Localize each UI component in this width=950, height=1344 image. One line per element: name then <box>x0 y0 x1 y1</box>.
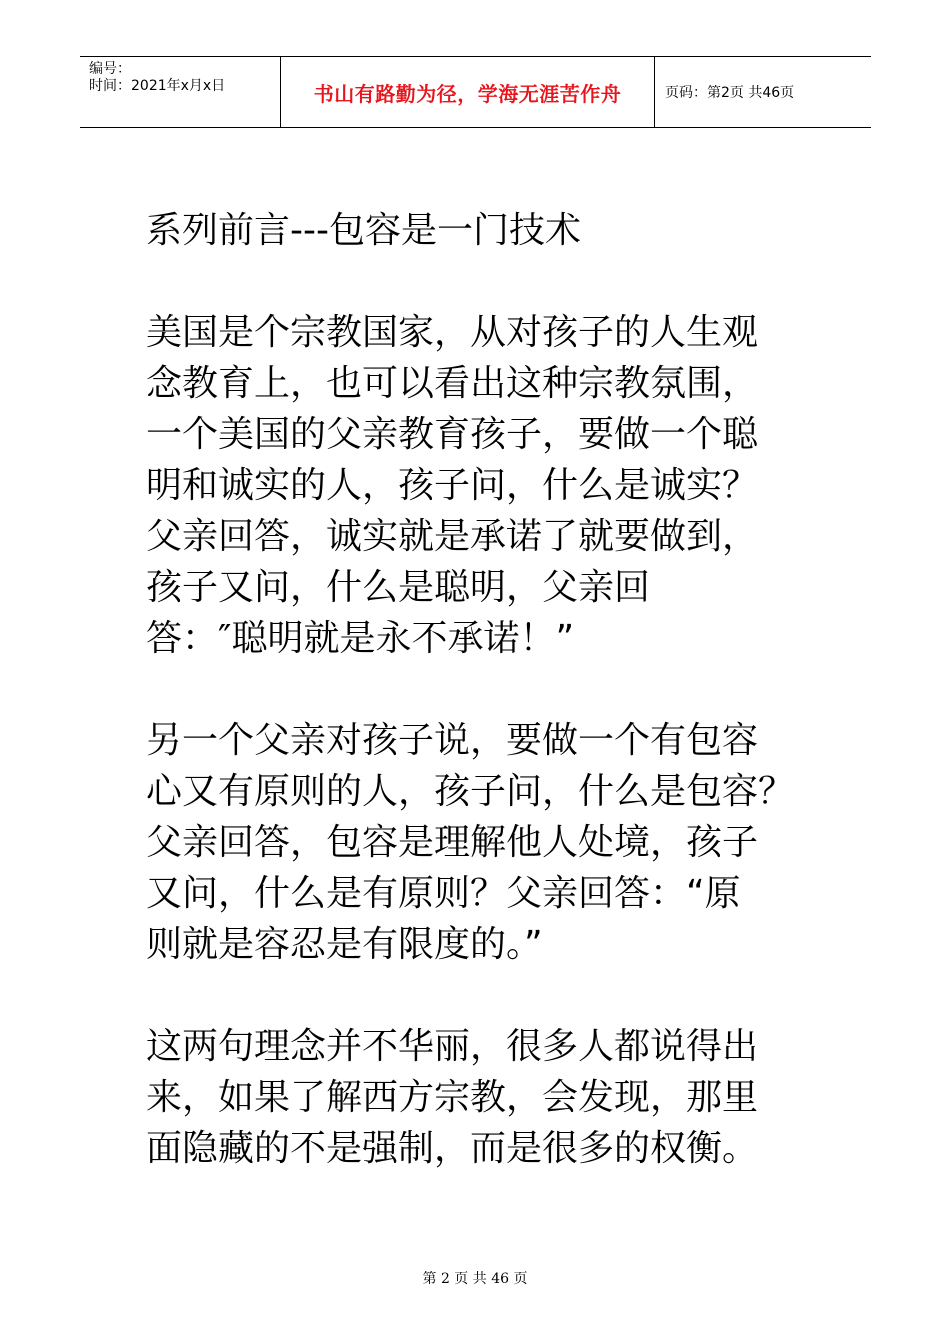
article-title: 系列前言---包容是一门技术 <box>146 210 581 251</box>
paragraph-1: 美国是个宗教国家，从对孩子的人生观 念教育上，也可以看出这种宗教氛围， 一个美国的父亲教育孩子，要做一个聪 明和诚实的人，孩子问，什么是诚实？ 父亲回答，诚实就是承诺了就要做到， 孩子又问，什么是聪明，父亲回 答：″聪明就是永不承诺！” <box>146 312 759 659</box>
header-page-info: 页码：第2页 共46页 <box>665 85 795 101</box>
paragraph-3: 这两句理念并不华丽，很多人都说得出 来，如果了解西方宗教，会发现，那里 面隐藏的不是强制，而是很多的权衡。 <box>146 1026 759 1169</box>
header-motto: 书山有路勤为径，学海无涯苦作舟 <box>281 57 655 127</box>
number-label: 编号： <box>89 61 131 77</box>
page-header <box>80 56 871 128</box>
article-body <box>146 205 806 1225</box>
paragraph-2: 另一个父亲对孩子说，要做一个有包容 心又有原则的人，孩子问，什么是包容？ 父亲回答，包容是理解他人处境，孩子 又问，什么是有原则？父亲回答：“原 则就是容忍是有限度的。” <box>146 720 795 965</box>
header-meta-cell <box>80 57 281 127</box>
page-footer: 第 2 页 共 46 页 <box>422 1271 528 1287</box>
time-label: 时间：2021年x月x日 <box>89 78 226 94</box>
